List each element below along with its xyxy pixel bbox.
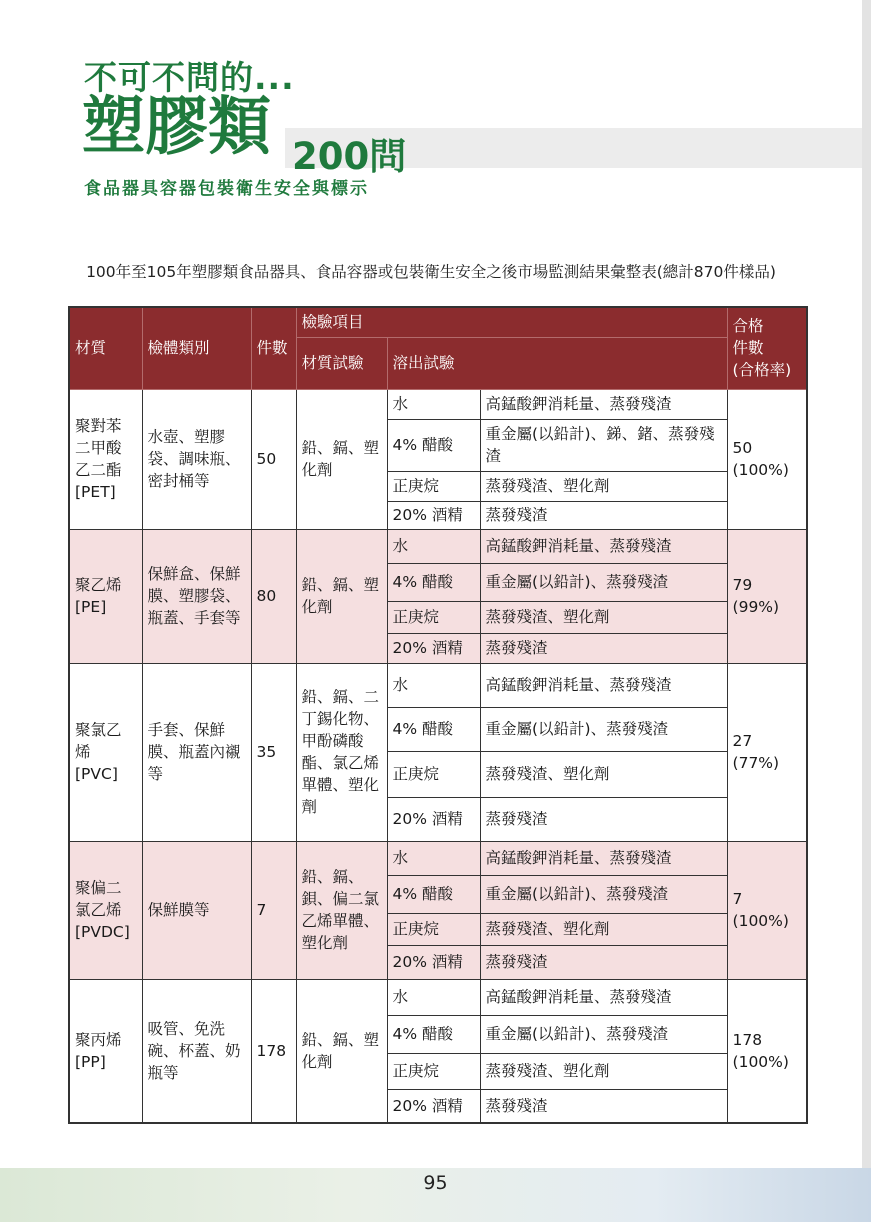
cell-pass: 27 (77%) <box>727 663 807 841</box>
table-caption: 100年至105年塑膠類食品器具、食品容器或包裝衛生安全之後市場監測結果彙整表(總計870件樣品) <box>86 263 776 281</box>
table-row <box>69 841 807 875</box>
cell-solvent: 20% 酒精 <box>387 797 480 841</box>
header-dissolution-test: 溶出試驗 <box>387 337 727 389</box>
cell-material: 聚偏二 氯乙烯 [PVDC] <box>69 841 142 979</box>
cell-material-test: 鉛、鎘、鋇、偏二氯乙烯單體、塑化劑 <box>296 841 387 979</box>
cell-test-items: 蒸發殘渣、塑化劑 <box>480 751 727 797</box>
header-material: 材質 <box>69 307 142 389</box>
cell-count: 7 <box>251 841 296 979</box>
cell-sample-type: 吸管、免洗碗、杯蓋、奶瓶等 <box>142 979 251 1123</box>
cell-solvent: 4% 醋酸 <box>387 875 480 913</box>
page-edge <box>862 0 871 1222</box>
header-row <box>69 307 807 337</box>
cell-test-items: 高錳酸鉀消耗量、蒸發殘渣 <box>480 663 727 707</box>
cell-test-items: 蒸發殘渣、塑化劑 <box>480 1053 727 1089</box>
header-pass: 合格 件數 (合格率) <box>727 307 807 389</box>
table-row <box>69 663 807 707</box>
cell-material-test: 鉛、鎘、塑化劑 <box>296 389 387 529</box>
title-line1: 不可不問的... <box>84 58 295 97</box>
cell-material-test: 鉛、鎘、塑化劑 <box>296 979 387 1123</box>
cell-test-items: 重金屬(以鉛計)、銻、鍺、蒸發殘渣 <box>480 419 727 471</box>
cell-count: 35 <box>251 663 296 841</box>
cell-pass: 178 (100%) <box>727 979 807 1123</box>
cell-solvent: 水 <box>387 841 480 875</box>
cell-test-items: 蒸發殘渣 <box>480 945 727 979</box>
cell-sample-type: 保鮮膜等 <box>142 841 251 979</box>
table-row <box>69 529 807 563</box>
cell-solvent: 正庚烷 <box>387 601 480 633</box>
table-row <box>69 389 807 419</box>
cell-solvent: 20% 酒精 <box>387 1089 480 1123</box>
cell-count: 50 <box>251 389 296 529</box>
header-test-items: 檢驗項目 <box>296 307 727 337</box>
cell-test-items: 蒸發殘渣 <box>480 797 727 841</box>
monitoring-table <box>68 306 808 1124</box>
cell-sample-type: 保鮮盒、保鮮膜、塑膠袋、瓶蓋、手套等 <box>142 529 251 663</box>
cell-test-items: 重金屬(以鉛計)、蒸發殘渣 <box>480 707 727 751</box>
cell-solvent: 4% 醋酸 <box>387 563 480 601</box>
cell-solvent: 20% 酒精 <box>387 501 480 529</box>
cell-solvent: 水 <box>387 663 480 707</box>
cell-sample-type: 水壺、塑膠袋、調味瓶、密封桶等 <box>142 389 251 529</box>
cell-material: 聚氯乙烯 [PVC] <box>69 663 142 841</box>
cell-test-items: 蒸發殘渣 <box>480 1089 727 1123</box>
cell-solvent: 水 <box>387 979 480 1015</box>
cell-solvent: 正庚烷 <box>387 471 480 501</box>
cell-pass: 79 (99%) <box>727 529 807 663</box>
header-material-test: 材質試驗 <box>296 337 387 389</box>
page-number: 95 <box>423 1172 448 1194</box>
page-title: 塑膠類 <box>82 90 271 163</box>
cell-test-items: 蒸發殘渣、塑化劑 <box>480 913 727 945</box>
cell-test-items: 高錳酸鉀消耗量、蒸發殘渣 <box>480 529 727 563</box>
cell-material: 聚乙烯 [PE] <box>69 529 142 663</box>
header-count: 件數 <box>251 307 296 389</box>
cell-solvent: 正庚烷 <box>387 751 480 797</box>
cell-test-items: 高錳酸鉀消耗量、蒸發殘渣 <box>480 841 727 875</box>
cell-test-items: 重金屬(以鉛計)、蒸發殘渣 <box>480 563 727 601</box>
cell-solvent: 4% 醋酸 <box>387 1015 480 1053</box>
cell-pass: 7 (100%) <box>727 841 807 979</box>
cell-solvent: 正庚烷 <box>387 1053 480 1089</box>
cell-solvent: 20% 酒精 <box>387 633 480 663</box>
page-subtitle: 食品器具容器包裝衛生安全與標示 <box>84 179 369 199</box>
cell-material: 聚對苯 二甲酸 乙二酯 [PET] <box>69 389 142 529</box>
cell-test-items: 蒸發殘渣 <box>480 633 727 663</box>
cell-solvent: 水 <box>387 389 480 419</box>
cell-solvent: 4% 醋酸 <box>387 419 480 471</box>
cell-material-test: 鉛、鎘、塑化劑 <box>296 529 387 663</box>
cell-material: 聚丙烯 [PP] <box>69 979 142 1123</box>
cell-material-test: 鉛、鎘、二丁錫化物、甲酚磷酸酯、氯乙烯單體、塑化劑 <box>296 663 387 841</box>
cell-solvent: 20% 酒精 <box>387 945 480 979</box>
cell-count: 80 <box>251 529 296 663</box>
cell-solvent: 水 <box>387 529 480 563</box>
page-title-number: 200問 <box>292 135 407 178</box>
cell-test-items: 高錳酸鉀消耗量、蒸發殘渣 <box>480 389 727 419</box>
cell-solvent: 4% 醋酸 <box>387 707 480 751</box>
header-sample-type: 檢體類別 <box>142 307 251 389</box>
cell-sample-type: 手套、保鮮膜、瓶蓋內襯等 <box>142 663 251 841</box>
cell-solvent: 正庚烷 <box>387 913 480 945</box>
cell-test-items: 蒸發殘渣、塑化劑 <box>480 601 727 633</box>
cell-pass: 50 (100%) <box>727 389 807 529</box>
table-row <box>69 979 807 1015</box>
cell-count: 178 <box>251 979 296 1123</box>
cell-test-items: 重金屬(以鉛計)、蒸發殘渣 <box>480 1015 727 1053</box>
cell-test-items: 蒸發殘渣 <box>480 501 727 529</box>
cell-test-items: 高錳酸鉀消耗量、蒸發殘渣 <box>480 979 727 1015</box>
cell-test-items: 蒸發殘渣、塑化劑 <box>480 471 727 501</box>
cell-test-items: 重金屬(以鉛計)、蒸發殘渣 <box>480 875 727 913</box>
